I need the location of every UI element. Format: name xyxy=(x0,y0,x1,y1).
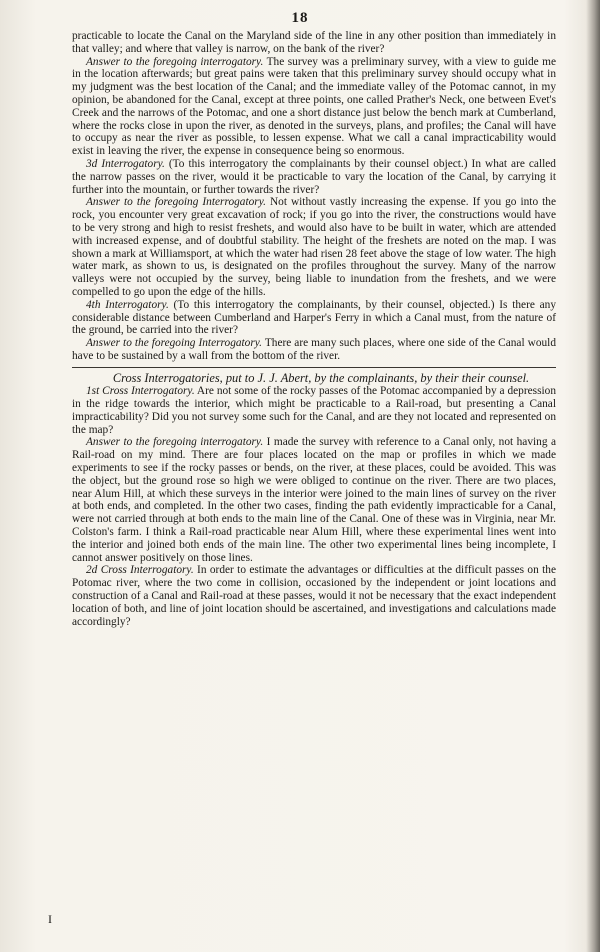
page-number: 18 xyxy=(291,10,309,26)
paragraph-lead: Answer to the foregoing Interrogatory. xyxy=(86,337,263,350)
paragraph xyxy=(72,564,556,628)
paragraph-body: (To this interrogatory the complainants by their counsel object.) In what are called the narrow passes on the river, would it be practicable to vary the location of the Canal, by carrying it further into the mountain, or further towards the river? xyxy=(72,157,556,196)
paragraph xyxy=(72,337,556,363)
paragraph-lead: 4th Interrogatory. xyxy=(86,298,169,311)
paragraph-body: (To this interrogatory the complainants, by their counsel, objected.) Is there any considerable distance between Cumberland and Harper's Ferry in which a Canal must, from the nature of the ground, be carried into the river? xyxy=(72,298,557,337)
paragraph-lead: Answer to the foregoing Interrogatory. xyxy=(86,196,266,209)
paragraph-body: Are not some of the rocky passes of the Potomac accompanied by a depression in the ridge towards the interior, which might be practicable to a Rail-road, but presenting a Canal impracticability? Did you not survey some such for the Canal, and are they not located and represented on the map? xyxy=(72,385,556,436)
paragraph-lead: Answer to the foregoing interrogatory. xyxy=(86,436,264,449)
paragraph-body: practicable to locate the Canal on the Maryland side of the line in any other position than immediately in that valley; and where that valley is narrow, on the bank of the river? xyxy=(72,30,556,55)
paragraph-body: I made the survey with reference to a Canal only, not having a Rail-road on my mind. There are four places located on the map or profiles in which we made experiments to see if the rocky passes or bends, on the river, at these places, could be avoided. This was the object, but the ground rose so high we were obliged to continue on the river. There are two places, near Alum Hill, at which these surveys in the interior were joined to the main lines of survey on the river at both ends, and completed. In the other two cases, finding the path evidently impracticable for a Canal, were not carried through at both ends to the main line of the Canal. One of these was in Virginia, near Mr. Colston's farm. I think a Rail-road practicable near Alum Hill, where these experimental lines went into the interior and joined both ends of the main line. The other two experimental lines being incomplete, I cannot answer positively on those lines. xyxy=(72,436,556,564)
paragraph-lead: 2d Cross Interrogatory. xyxy=(86,564,194,577)
paragraph-lead: Answer to the foregoing interrogatory. xyxy=(86,55,264,68)
margin-mark: I xyxy=(48,912,52,926)
paragraph-body: There are many such places, where one side of the Canal would have to be sustained by a wall from the bottom of the river. xyxy=(72,337,556,362)
body-text xyxy=(72,30,556,628)
paragraph-body: Not without vastly increasing the expense. If you go into the rock, you encounter very great excavation of rock; if you go into the river, the constructions would have to be very strong and high to resist freshets, and would also have to be built in water, which are attended with increased expense, and of doubtful stability. The height of the freshets are noted on the map. I was shown a mark at Williamsport, at which the water had risen 28 feet above the stage of low water. The high water mark, as shown to us, is designated on the profiles throughout the survey. Many of the narrow valleys were not occupied by the survey, being liable to inundation from the freshets, and we were compelled to go upon the edge of the hills. xyxy=(72,196,556,298)
paragraph xyxy=(72,196,556,298)
paragraph-body: The survey was a preliminary survey, with a view to guide me in the location afterwards; but great pains were taken that this preliminary survey should occupy what in my judgment was the best location of the Canal; and the immediate valley of the Potomac cannot, in my opinion, be abandoned for the Canal, except at three points, one called Prather's Neck, one between Evet's Creek and the narrows of the Potomac, and one a short distance just below the bench mark at Cumberland, where the rocks close in upon the river, as denoted in the surveys, plans, and profiles; the Canal will have to occupy as near the river as possible, to lessen expense. What we call a canal impracticability would exist in leaving the river, the expense in consequence being so enormous. xyxy=(72,55,557,158)
paragraph-body: In order to estimate the advantages or difficulties at the difficult passes on the Potomac river, where the two come in collision, occasioned by the independent or joint locations and construction of a Canal and Rail-road at these passes, would it not be necessary that the exact independent location of both, and line of joint location should be ascertained, and investigations and calculations made accordingly? xyxy=(72,564,556,628)
paragraph-lead: 3d Interrogatory. xyxy=(86,157,165,170)
section-rule xyxy=(72,367,556,368)
paragraph xyxy=(72,436,556,564)
top-paragraphs xyxy=(72,30,556,363)
section-heading: Cross Interrogatories, put to J. J. Abert, by the complainants, by their their counsel. xyxy=(112,370,530,385)
paragraph xyxy=(72,56,556,158)
paragraph xyxy=(72,299,556,337)
page-edge-shadow xyxy=(586,0,600,952)
paragraph-lead: 1st Cross Interrogatory. xyxy=(86,385,195,398)
paragraph xyxy=(72,158,556,196)
paragraph xyxy=(72,30,556,56)
paragraph xyxy=(72,385,556,436)
bottom-paragraphs xyxy=(72,385,556,628)
